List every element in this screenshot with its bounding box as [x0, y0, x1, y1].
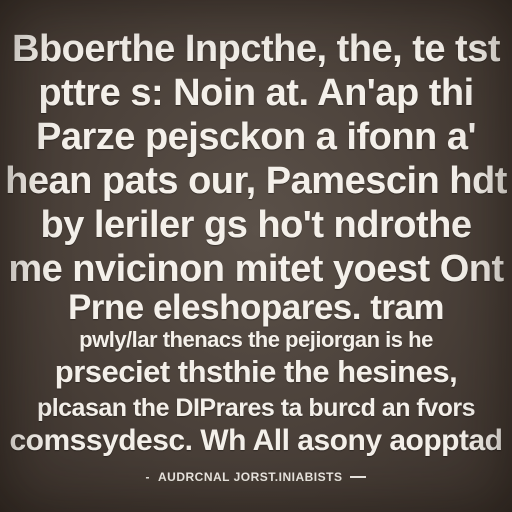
poster-text-line-7: Prne eleshopares. tram	[67, 288, 445, 327]
attribution-rule	[350, 476, 366, 478]
attribution-dash: -	[145, 470, 151, 484]
poster-text-line-4: hean pats our, Pamescin hdt	[5, 160, 507, 202]
attribution	[0, 470, 512, 484]
poster-text-line-2: pttre s: Noin at. An'ap thi	[38, 72, 474, 114]
poster-text-line-3: Parze pejsckon a ifonn a'	[35, 116, 476, 158]
poster-text-line-6: me nvicinon mitet yoest Ont	[8, 248, 504, 290]
poster-text-line-8: pwly/lar thenacs the pejiorgan is he	[79, 327, 433, 352]
poster-text-line-1: Bboerthe Inpcthe, the, te tst	[12, 28, 500, 70]
poster-text-line-11: comssydesc. Wh All asony aopptad	[9, 424, 503, 457]
poster-text-line-5: by leriler gs ho't ndrothe	[40, 204, 472, 246]
poster-text-line-10: plcasan the DIPrares ta burcd an fvors	[36, 394, 476, 422]
attribution-text: AUDRCNAL JORST.INIABISTS	[158, 470, 343, 484]
poster-text-line-9: prseciet thsthie the hesines,	[54, 354, 458, 389]
